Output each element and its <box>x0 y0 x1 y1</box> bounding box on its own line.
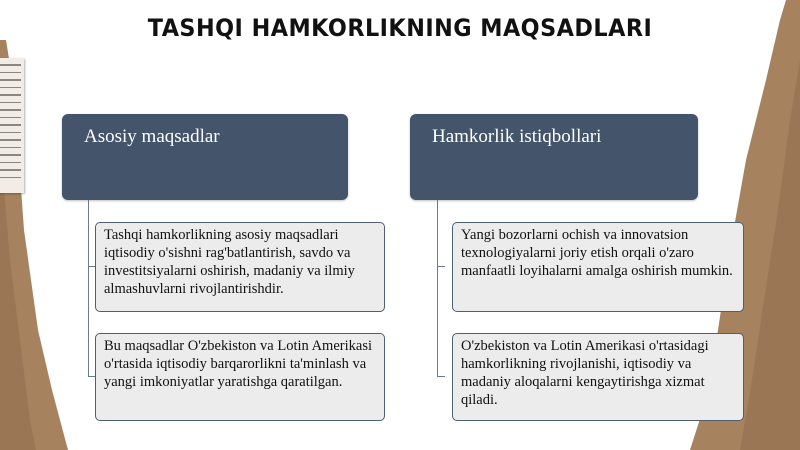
left-item-box-1 <box>95 222 385 312</box>
right-item-text-2: O'zbekiston va Lotin Amerikasi o'rtasidagi hamkorlikning rivojlanishi, iqtisodiy va madaniy aloqalarni kengaytirishga xizmat qiladi. <box>461 338 709 408</box>
right-connector-branch-1 <box>437 266 445 267</box>
page-title: TASHQI HAMKORLIKNING MAQSADLARI <box>147 14 653 42</box>
left-header-label: Asosiy maqsadlar <box>84 126 220 147</box>
left-item-text-1: Tashqi hamkorlikning asosiy maqsadlari iqtisodiy o'sishni rag'batlantirish, savdo va investitsiyalarni oshirish, madaniy va ilmiy almashuvlarni rivojlantirishdir. <box>104 227 355 297</box>
left-item-box-2 <box>95 333 385 421</box>
right-connector-branch-2 <box>437 376 445 377</box>
right-connector-line <box>437 200 438 376</box>
right-header-label: Hamkorlik istiqbollari <box>432 126 602 147</box>
left-connector-line <box>88 200 89 376</box>
left-header-box <box>62 114 348 200</box>
right-item-box-2 <box>452 333 744 421</box>
right-item-text-1: Yangi bozorlarni ochish va innovatsion texnologiyalarni joriy etish orqali o'zaro manfaatli loyihalarni amalga oshirish mumkin. <box>461 227 733 279</box>
left-item-text-2: Bu maqsadlar O'zbekiston va Lotin Amerikasi o'rtasida iqtisodiy barqarorlikni ta'minlash va yangi imkoniyatlar yaratishga qaratilgan. <box>104 338 372 390</box>
newspaper-clipping <box>0 58 24 193</box>
right-item-box-1 <box>452 222 744 312</box>
right-header-box <box>410 114 698 200</box>
